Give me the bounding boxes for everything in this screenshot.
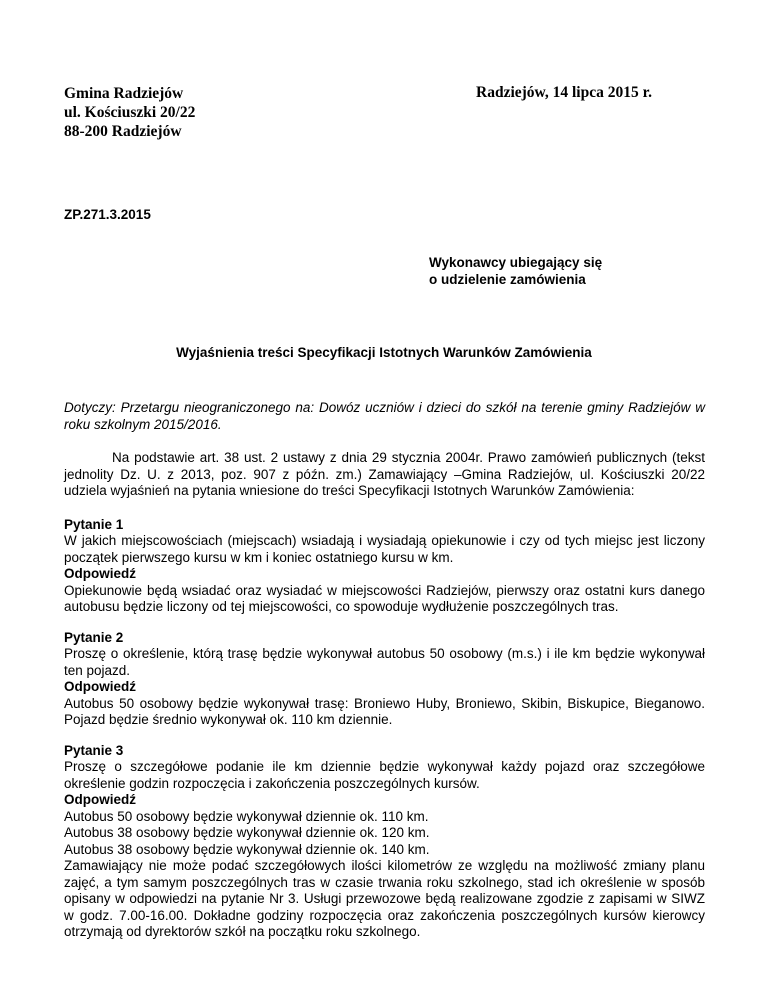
- sender-street: ul. Kościuszki 20/22: [64, 104, 196, 121]
- question-label: Pytanie 2: [64, 629, 124, 645]
- qa-block-1: [64, 517, 705, 616]
- question-label: Pytanie 1: [64, 516, 124, 532]
- question-label: Pytanie 3: [64, 742, 124, 758]
- recipient-line-2: o udzielenie zamówienia: [429, 272, 586, 287]
- question-text: Proszę o szczegółowe podanie ile km dziennie będzie wykonywał każdy pojazd oraz szczegółowe określenie godzin rozpoczęcia i zakończenia poszczególnych kursów.: [64, 759, 705, 791]
- recipient-line-1: Wykonawcy ubiegający się: [429, 255, 603, 270]
- recipient: [429, 254, 602, 288]
- sender-address: [64, 84, 195, 141]
- question-text: W jakich miejscowościach (miejscach) wsiadają i wysiadają opiekunowie i czy od tych miejsc jest liczony początek pierwszego kursu w km i koniec ostatniego kursu w km.: [64, 533, 705, 565]
- answer-text: Zamawiający nie może podać szczegółowych ilości kilometrów ze względu na możliwość zmiany planu zajęć, a tym samym poszczególnych tras w czasie trwania roku szkolnego, stad ich określenie w sposób opisany w odpowiedzi na pytanie Nr 3. Usługi przewozowe będą realizowane zgodzie z zapisami w SIWZ w godz. 7.00-16.00. Dokładne godziny rozpoczęcia oraz zakończenia poszczególnych kursów kierowcy otrzymają od dyrektorów szkół na początku roku szkolnego.: [64, 858, 705, 939]
- answer-text: Opiekunowie będą wsiadać oraz wysiadać w miejscowości Radziejów, pierwszy oraz ostatni kurs danego autobusu będzie liczony od tej miejscowości, co spowoduje wydłużenie poszczególnych tras.: [64, 582, 705, 614]
- document-body: [64, 400, 705, 941]
- answer-text: Autobus 50 osobowy będzie wykonywał trasę: Broniewo Huby, Broniewo, Skibin, Biskupice, Bieganowo. Pojazd będzie średnio wykonywał ok. 110 km dziennie.: [64, 695, 705, 727]
- reference-number: ZP.271.3.2015: [64, 207, 151, 222]
- question-text: Proszę o określenie, którą trasę będzie wykonywał autobus 50 osobowy (m.s.) i ile km będzie wykonywał ten pojazd.: [64, 646, 705, 678]
- answer-label: Odpowiedź: [64, 566, 136, 581]
- answer-label: Odpowiedź: [64, 679, 136, 694]
- answer-line: Autobus 38 osobowy będzie wykonywał dziennie ok. 140 km.: [64, 841, 430, 857]
- answer-line: Autobus 38 osobowy będzie wykonywał dziennie ok. 120 km.: [64, 825, 430, 840]
- qa-block-2: [64, 630, 705, 729]
- sender-postal: 88-200 Radziejów: [64, 123, 182, 140]
- place-date: Radziejów, 14 lipca 2015 r.: [476, 84, 652, 101]
- qa-block-3: [64, 743, 705, 941]
- subject-line: Dotyczy: Przetargu nieograniczonego na: Dowóz uczniów i dzieci do szkół na terenie gminy Radziejów w roku szkolnym 2015/2016.: [64, 400, 705, 432]
- answer-label: Odpowiedź: [64, 792, 136, 807]
- document-title: Wyjaśnienia treści Specyfikacji Istotnych Warunków Zamówienia: [176, 345, 592, 360]
- answer-line: Autobus 50 osobowy będzie wykonywał dziennie ok. 110 km.: [64, 808, 429, 824]
- intro-paragraph: Na podstawie art. 38 ust. 2 ustawy z dnia 29 stycznia 2004r. Prawo zamówień publicznych (tekst jednolity Dz. U. z 2013, poz. 907 z późn. zm.) Zamawiający –Gmina Radziejów, ul. Kościuszki 20/22 udziela wyjaśnień na pytania wniesione do treści Specyfikacji Istotnych Warunków Zamówienia:: [64, 450, 705, 498]
- sender-name: Gmina Radziejów: [64, 85, 184, 102]
